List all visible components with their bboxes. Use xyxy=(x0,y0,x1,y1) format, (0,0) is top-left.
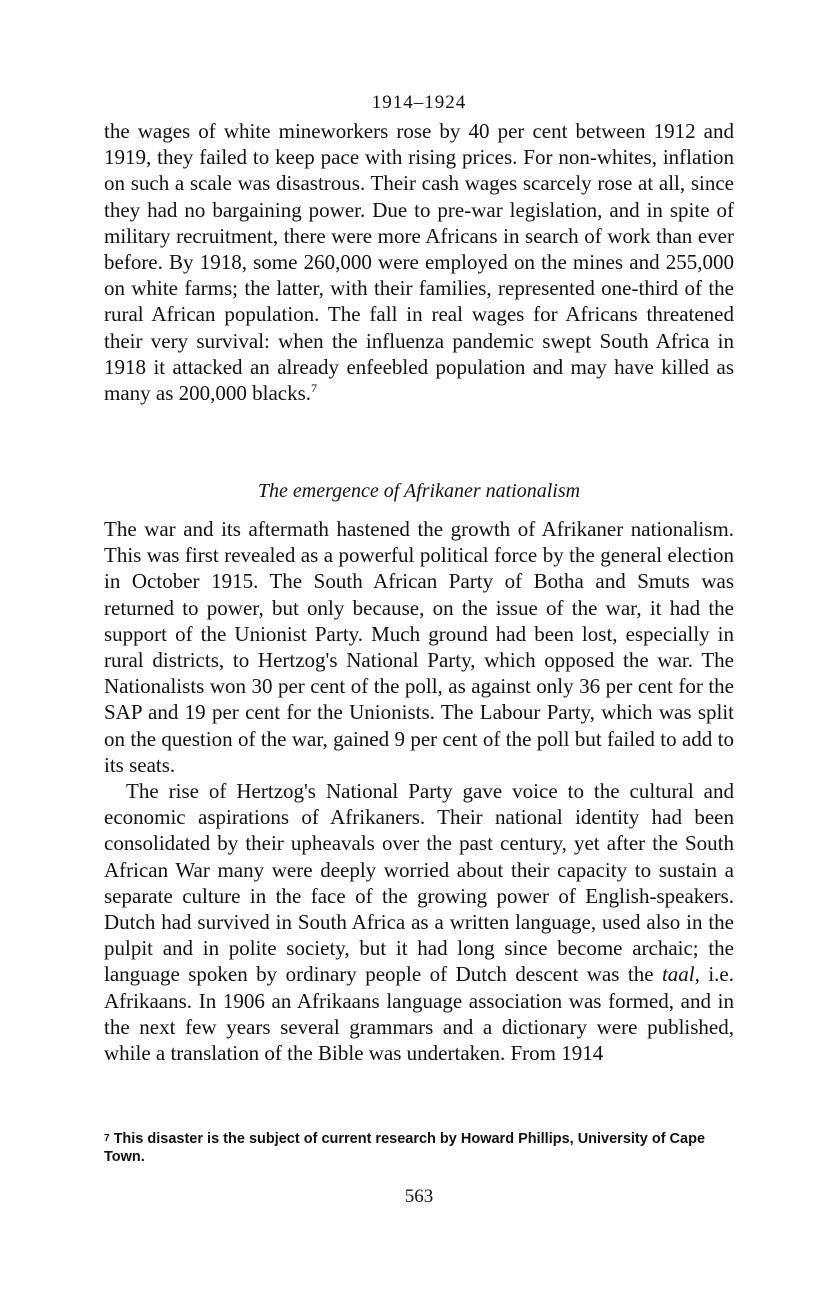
running-head: 1914–1924 xyxy=(371,92,467,113)
footnote-reference[interactable]: 7 xyxy=(311,381,318,396)
footnote-mark: 7 xyxy=(104,1133,110,1144)
page-number: 563 xyxy=(404,1186,434,1207)
text-block-section xyxy=(104,516,734,1066)
paragraph-national-party xyxy=(104,778,734,1066)
footnote-text: This disaster is the subject of current research by Howard Phillips, University of Cape Town. xyxy=(104,1131,706,1165)
paragraph-wages-text: the wages of white mineworkers rose by 40 per cent between 1912 and 1919, they failed to keep pace with rising prices. For non-whites, inflation on such a scale was disastrous. Their cash wages scarcely rose at all, since they had no bargaining power. Due to pre-war legislation, and in spite of military recruitment, there were more Africans in search of work than ever before. By 1918, some 260,000 were employed on the mines and 255,000 on white farms; the latter, with their families, represented one-third of the rural African population. The fall in real wages for Africans threatened their very survival: when the influenza pandemic swept South Africa in 1918 it attacked an already enfeebled population and may have killed as many as 200,000 blacks. xyxy=(104,119,734,406)
taal-term: taal xyxy=(661,962,695,987)
paragraph-election: The war and its aftermath hastened the growth of Afrikaner nationalism. This was first revealed as a powerful political force by the general election in October 1915. The South African Party of Botha and Smuts was returned to power, but only because, on the issue of the war, it had the support of the Unionist Party. Much ground had been lost, especially in rural districts, to Hertzog's National Party, which opposed the war. The Nationalists won 30 per cent of the poll, as against only 36 per cent for the SAP and 19 per cent for the Unionists. The Labour Party, which was split on the question of the war, gained 9 per cent of the poll but failed to add to its seats. xyxy=(104,517,734,777)
paragraph-wages xyxy=(104,118,734,406)
text-block-top xyxy=(104,118,734,406)
paragraph-national-party-text-a: The rise of Hertzog's National Party gave voice to the cultural and economic aspirations of Afrikaners. Their national identity had been consolidated by their upheavals over the past century, yet after the South African War many were deeply worried about their capacity to sustain a separate culture in the face of the growing power of English-speakers. Dutch had survived in South Africa as a written language, used also in the pulpit and in polite society, but it had long since become archaic; the language spoken by ordinary people of Dutch descent was the xyxy=(104,779,734,987)
paragraph-national-party-text-b: , i.e. Afrikaans. In 1906 an Afrikaans language association was formed, and in the next few years several grammars and a dictionary were published, while a translation of the Bible was undertaken. From 1914 xyxy=(104,962,734,1066)
footnote xyxy=(104,1130,734,1166)
section-heading: The emergence of Afrikaner nationalism xyxy=(257,480,581,502)
